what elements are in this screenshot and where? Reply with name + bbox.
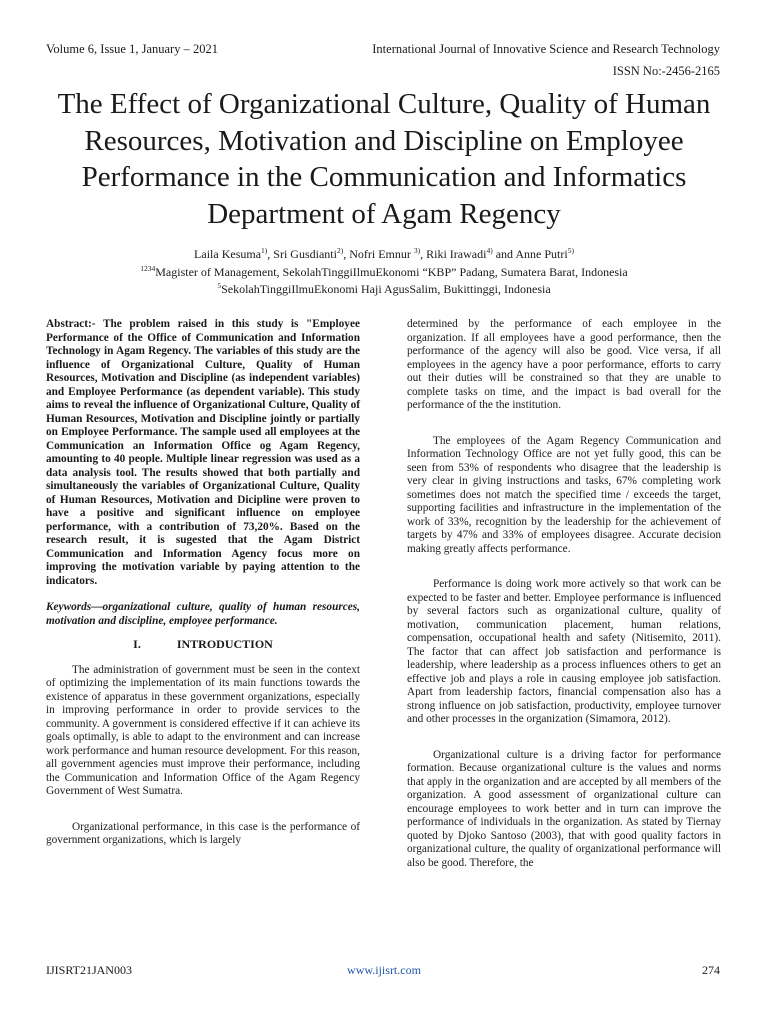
paper-title: The Effect of Organizational Culture, Quality of Human Resources, Motivation and Discipline on Employee Performance in the Communication and Informatics Department of Agam Regency (57, 88, 711, 230)
paragraph: Organizational culture is a driving factor for performance formation. Because organizational culture is the values and norms that apply in the organization and are accepted by all members of the organization. A good assessment of organizational culture can encourage employees to work better and in turn can improve the performance of individuals in the organization. As stated by Tiernay quoted by Djoko Santoso (2003), that with good quality factors in organizational culture, the quality of organizational performance will also be good. Therefore, the (407, 748, 721, 869)
author-1: Laila Kesuma (194, 247, 262, 261)
paragraph: determined by the performance of each employee in the organization. If all employees have a good performance, then the performance of the agency will also be good. Vice versa, if all employees in the agency have a poor performance, efforts to carry out their duties will be constrained so that they are unable to complete tasks on time, and the impact is bad overall for the performance of the the institution. (407, 318, 721, 411)
author-4: , Riki Irawadi (420, 247, 487, 261)
section-title: INTRODUCTION (176, 637, 273, 651)
right-column (407, 318, 721, 870)
section-heading (46, 638, 360, 652)
abstract: Abstract:- The problem raised in this study is "Employee Performance of the Office of Communication and Information Technology in Agam Regency. The variables of this study are the influence of Organizational Culture, Quality of Human Resources, Motivation and Discipline (as independent variables) and Employee Performance (as dependent variable). This study aims to reveal the influence of Organizational Culture, Quality of Human Resources, Motivation and Discipline jointly or partially on Employee Performance. The sample used all employees at the Communication an Information Office og Agam Regency, amounting to 40 people. Multiple linear regression was used as a data analysis tool. The results showed that both partially and simultaneously the variables of Organizational Culture, Quality of Human Resources, Motivation and Dicipline were proven to have a positive and significant influence on employee performance, with a contribution of 73,20%. Based on the research result, it is sugested that the Agam District Communication and Information Agency focus more on improving the motivation variable by paying attention to the indicators. (46, 318, 360, 587)
volume-info: Volume 6, Issue 1, January – 2021 (46, 42, 218, 56)
author-2-sup: 2) (336, 246, 344, 255)
author-list (40, 244, 728, 262)
author-5: and Anne Putri (492, 247, 568, 261)
keywords: Keywords—organizational culture, quality of human resources, motivation and discipline, employee performance. (46, 601, 360, 627)
author-4-sup: 4) (486, 246, 493, 255)
page-number: 274 (702, 963, 720, 977)
paragraph: The employees of the Agam Regency Communication and Information Technology Office are not yet fully good, this can be seen from 53% of respondents who disagree that the leadership is very clear in giving instructions and tasks, 67% completing work sometimes does not match the specified time / exceeds the target, supporting facilities and infrastructure in the implementation of the work of 33%, recognition by the leadership for the achievement of targets by 47% and 33% of employees disagree. Accurate decision making greatly affects performance. (407, 434, 721, 555)
author-1-sup: 1) (261, 246, 268, 255)
author-2: , Sri Gusdianti (267, 247, 337, 261)
author-5-sup: 5) (567, 246, 574, 255)
left-column (46, 318, 360, 848)
paper-id: IJISRT21JAN003 (46, 963, 132, 977)
journal-name: International Journal of Innovative Science and Research Technology (372, 42, 720, 56)
affiliation-2 (40, 279, 728, 297)
author-3: , Nofri Emnur (343, 247, 414, 261)
affiliation-1-sup: 1234 (140, 263, 156, 273)
affiliation-2-text: SekolahTinggiIlmuEkonomi Haji AgusSalim, Bukittinggi, Indonesia (221, 282, 551, 296)
paragraph: Organizational performance, in this case is the performance of government organizations, which is largely (46, 820, 360, 846)
author-block (40, 244, 728, 297)
author-3-sup: 3) (413, 246, 421, 255)
issn: ISSN No:-2456-2165 (612, 64, 720, 78)
paragraph: The administration of government must be seen in the context of optimizing the implementation of its main functions towards the existence of apparatus in these government organizations, especially in improving performance in order to provide services to the community. A government is considered effective if it can achieve its goals optimally, is able to adapt to the environment and can increase work performance and human resource development. For this reason, all government agencies must improve their performance, including the Communication and Information Office of the Agam Regency Government of West Sumatra. (46, 663, 360, 797)
affiliation-1-text: Magister of Management, SekolahTinggiIlmuEkonomi “KBP” Padang, Sumatera Barat, Indonesia (155, 264, 628, 279)
journal-website-link[interactable]: www.ijisrt.com (347, 963, 421, 977)
affiliation-1 (40, 262, 728, 280)
affiliation-2-sup: 5 (217, 281, 222, 290)
section-number: I. (133, 637, 141, 651)
paragraph: Performance is doing work more actively so that work can be expected to be faster and better. Employee performance is influenced by several factors such as organizational culture, quality of motivation, communication placement, human relations, compensation, occupational health and safety (Nitisemito, 2011). The factor that can affect job satisfaction and performance is leadership, where leadership as a process influences others to get an effective job and plays a role in causing employee job satisfaction. Apart from leadership factors, financial compensation also has a strong influence on job satisfaction, productivity, employee turnover and other processes in the organization (Simamora, 2012). (407, 578, 721, 725)
